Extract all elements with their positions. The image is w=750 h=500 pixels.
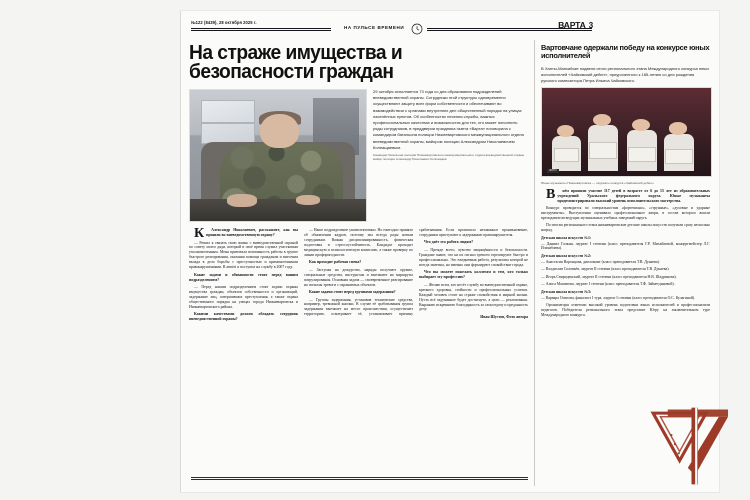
lead-block [373, 89, 528, 222]
list-item: — Варвара Осипова, финалист I тура, лауреат I степени (класс преподавателя О.С. Кулагиной). [541, 295, 696, 300]
question-heading: Что вы можете пожелать коллегам и тем, кто только выбирает эту профессию? [419, 270, 528, 280]
brand-title [507, 20, 593, 30]
main-article [189, 40, 534, 486]
list-item: — Даниил Галкин, лауреат I степени (класс преподавателя Г.Р. Михайловой, концертмейстер Л.Г. Ильчибаева). [541, 241, 710, 251]
subheading: Детская школа искусств №3: [541, 289, 592, 294]
question-heading: В нём приняли участие 117 детей в возрасте от 6 до 15 лет из образовательных учреждений Уральского федерального округа. Юные музыканты продемонстрировали высокий уровень исполнительского мастерства. [541, 189, 710, 204]
rail-headline: Вартовчане одержали победу на конкурсе юных исполнителей [541, 43, 710, 61]
paragraph: — Наше подразделение укомплектовано. Но ежегодно принято об обновлении кадров, поэтому мы всегда рады новым сотрудникам. Важны дисциплинированность, физическая подготовка и стрессоустойчивость. Кандидат проходит медицинскую и психологическую комиссию, а также проверку по линии профпригодности. [304, 228, 413, 257]
paragraph: Конкурс проводится по специальностям «фортепиано», «струнные», «духовые и ударные инструменты». Выступления оценивало профессиональное жюри, в состав которого вошли преподаватели ведущих музыкальных учебных заведений округа. [541, 205, 710, 220]
subheading: Детская школа искусств №2: [541, 254, 592, 259]
question-heading: Какие задачи стоят перед группами задержания? [309, 290, 396, 295]
list-item: — Владислав Соловьёв, лауреат II степени (класс преподавателя Т.В. Дунаева). [541, 267, 670, 272]
article-bottom-rule [191, 477, 528, 480]
question-heading: Какие задачи и обязанности стоят перед вашим подразделением? [189, 272, 298, 282]
paragraph: — Перед нашим подразделением стоят задачи охраны имущества граждан, объектов собственности и организаций, задержание лиц, совершивших преступления, а также охрана общественного порядка на улицах города Нижневартовска и Нижневартовского района. [189, 285, 298, 310]
article-photo [189, 89, 367, 222]
subheading: Детская школа искусств №1: [541, 235, 592, 240]
rail-photo-caption: Юные музыканты Нижневартовска — лауреаты конкурса «Чайковский дебют» [541, 181, 654, 186]
question-heading: Как проходит рабочая смена? [309, 260, 362, 265]
drop-cap: К [194, 226, 205, 241]
paragraph: По итогам регионального этапа нижневартовские детские школы искусств получили сразу несколько наград. [541, 222, 710, 232]
paragraph: — Решил я связать свою жизнь с вневедомственной охраной по совету моего дяди, который в своё время служил участковым уполномоченным. Меня привлекла возможность работы в группе быстрого реагирования, оказания помощи гражданам и внесения вклада в дело борьбы с преступностью и криминогенными правонарушениями. В armiei я поступил на службу в 2007 году. [189, 240, 298, 270]
newspaper-sheet [181, 11, 719, 492]
brand-name: ВАРТА [558, 20, 586, 30]
varta-logo [640, 404, 732, 488]
paragraph: Организаторы отметили высокий уровень подготовки юных исполнителей и профессионализм педагогов. Победители регионального этапа представят Югру на заключительном туре Международного конкурса. [541, 302, 710, 317]
masthead-rule-left [191, 28, 331, 31]
paragraph: — Желаю всем, кто несёт службу во вневедомственной охране, крепкого здоровья, стойкости и профессиональных успехов. Каждый человек стоит на страже спокойствия и мирной жизни. Пусть всё задуманное будет достигнуто, а цели — реализованы. Выражаю искреннюю благодарность за самоотдачу и преданность делу. [419, 282, 528, 312]
list-item: — Алиса Машитова, лауреат I степени (класс преподавателя Т.Ф. Зайнетдиновой). [541, 281, 675, 286]
drop-cap: В [546, 186, 556, 202]
rail-photo-stamp: ФОТО [549, 168, 557, 172]
rail-photo [541, 87, 712, 177]
page-grid [189, 40, 710, 486]
article-lead: 29 октября исполняется 73 года со дня образования подразделений вневедомственной охраны. Сотрудники этой структуры одновременно осуществляют защиту всех форм собственности и обеспечивают во взаимодействии с органами внутренних дел общественный порядок на улицах населённых пунктов. Об особенностях несения службы, важных профессиональных качествах и возможностях для тех, кто может пополнить ряды сотрудников, в преддверии праздника газета «Варта» поговорила с командиром батальона полиции Нижневартовского межмуниципального отдела вневедомственной охраны, майором полиции Александром Николаевичем Колпащаевым. [373, 89, 524, 150]
masthead [189, 20, 710, 36]
clock-icon [411, 22, 423, 34]
masthead-kicker: НА ПУЛЬСЕ ВРЕМЕНИ [344, 25, 405, 30]
question-heading: Что даёт эта работа людям? [424, 240, 474, 245]
question-heading: К Александр Николаевич, расскажите, как вы пришли во вневедомственную охрану? [189, 228, 298, 238]
paragraph: — Группы задержания, установив технические средства, например, тревожной кнопки. В случае её срабатывания группа задержания выезжает на место происшествия, осуществляет территорию, осматривает её, устанавливает причину срабатывания. Если произошло незаконное проникновение, сотрудники приступают к задержанию правонарушителя. [304, 228, 528, 317]
rail-lead: В Ханты-Мансийске подвели итоги регионального этапа Международного конкурса юных исполнителей «Чайковский дебют», приуроченного к 185-летию со дня рождения русского композитора Петра Ильича Чайковского. [541, 65, 710, 83]
question-heading: Какими качествами должен обладать сотрудник вневедомственной охраны? [189, 312, 298, 322]
lead-row [189, 89, 528, 222]
article-headline: На страже имущества и безопасности граждан [189, 42, 403, 83]
paragraph: — Заступая на дежурство, наряды получают оружие, специальные средства, инструктаж и выезжают на маршруты патрулирования. Основная задача — своевременное реагирование на сигналы тревоги с охраняемых объектов. [304, 267, 413, 287]
list-item: — Анастасия Воронцова, дипломант (класс преподавателя Т.В. Дунаева). [541, 260, 660, 265]
article-byline: Иван Шустов, Фото автора [480, 314, 528, 319]
paragraph: — Прежде всего, чувство защищённости и безопасности. Граждане знают, что на их сигнал тревоги отреагируют быстро и профессионально. Это ежедневная работа, результаты которой не всегда заметны, но именно они формируют спокойствие города. [419, 247, 528, 267]
page-number: 3 [588, 21, 593, 30]
article-photo-caption: Командир батальона полиции Нижневартовского межмуниципального отдела вневедомственной охраны майор полиции Александр Николаевич Колпащаев [373, 153, 525, 162]
list-item: — Игорь Свириденский, лауреат II степени (класс преподавателя Н.В. Шадринова). [541, 274, 677, 279]
article-body [189, 228, 528, 476]
rail-body [541, 186, 710, 318]
issue-line: №122 (8439), 28 октября 2025 г. [191, 20, 257, 25]
